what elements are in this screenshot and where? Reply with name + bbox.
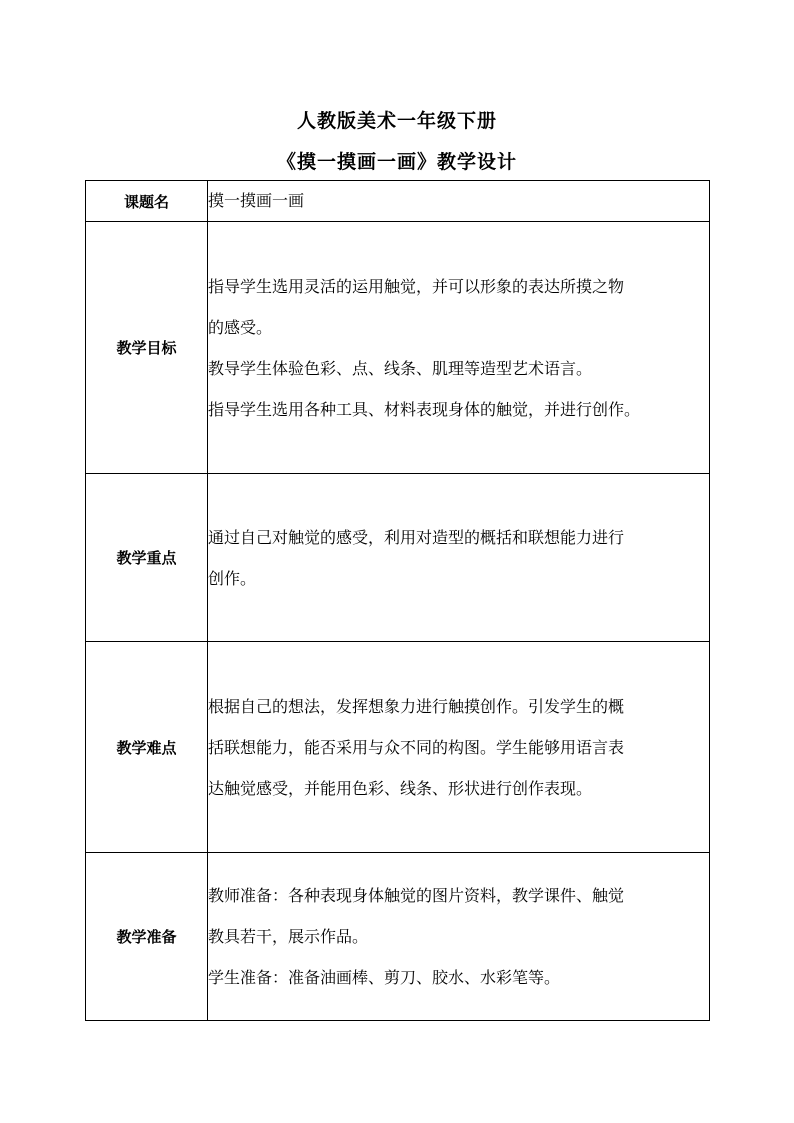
content-line: 指导学生选用各种工具、材料表现身体的触觉，并进行创作。 xyxy=(208,399,641,419)
content-line: 教师准备：各种表现身体触觉的图片资料，教学课件、触觉 xyxy=(208,886,625,905)
row-content-teaching-goals xyxy=(208,222,710,474)
content-line: 的感受。 xyxy=(208,317,273,337)
row-label-teaching-goals: 教学目标 xyxy=(86,222,208,474)
row-label-lesson-name: 课题名 xyxy=(86,181,208,222)
content-line: 根据自己的想法，发挥想象力进行触摸创作。引发学生的概 xyxy=(208,696,625,716)
table-row-teaching-goals xyxy=(86,222,710,474)
document-subtitle: 《摸一摸画一画》教学设计 xyxy=(276,151,517,173)
table-row-teaching-focus xyxy=(86,474,710,642)
row-label-teaching-difficulty: 教学难点 xyxy=(86,642,208,853)
row-content-teaching-preparation xyxy=(208,853,710,1021)
content-line: 教具若干，展示作品。 xyxy=(208,927,369,946)
content-line: 摸一摸画一画 xyxy=(208,191,305,210)
content-line: 教导学生体验色彩、点、线条、肌理等造型艺术语言。 xyxy=(208,358,593,378)
content-line: 创作。 xyxy=(208,568,257,588)
content-line: 达触觉感受，并能用色彩、线条、形状进行创作表现。 xyxy=(208,778,593,798)
content-line: 学生准备：准备油画棒、剪刀、胶水、水彩笔等。 xyxy=(208,968,561,987)
lesson-plan-table xyxy=(85,180,710,1021)
row-label-teaching-focus: 教学重点 xyxy=(86,474,208,642)
content-line: 括联想能力，能否采用与众不同的构图。学生能够用语言表 xyxy=(208,737,625,757)
table-row-teaching-difficulty xyxy=(86,642,710,853)
table-row-teaching-preparation xyxy=(86,853,710,1021)
table-row-lesson-name xyxy=(86,181,710,222)
row-label-teaching-preparation: 教学准备 xyxy=(86,853,208,1021)
row-content-lesson-name xyxy=(208,181,710,222)
content-line: 通过自己对触觉的感受，利用对造型的概括和联想能力进行 xyxy=(208,527,625,547)
row-content-teaching-focus xyxy=(208,474,710,642)
document-title: 人教版美术一年级下册 xyxy=(296,110,497,132)
content-line: 指导学生选用灵活的运用触觉，并可以形象的表达所摸之物 xyxy=(208,276,625,296)
row-content-teaching-difficulty xyxy=(208,642,710,853)
